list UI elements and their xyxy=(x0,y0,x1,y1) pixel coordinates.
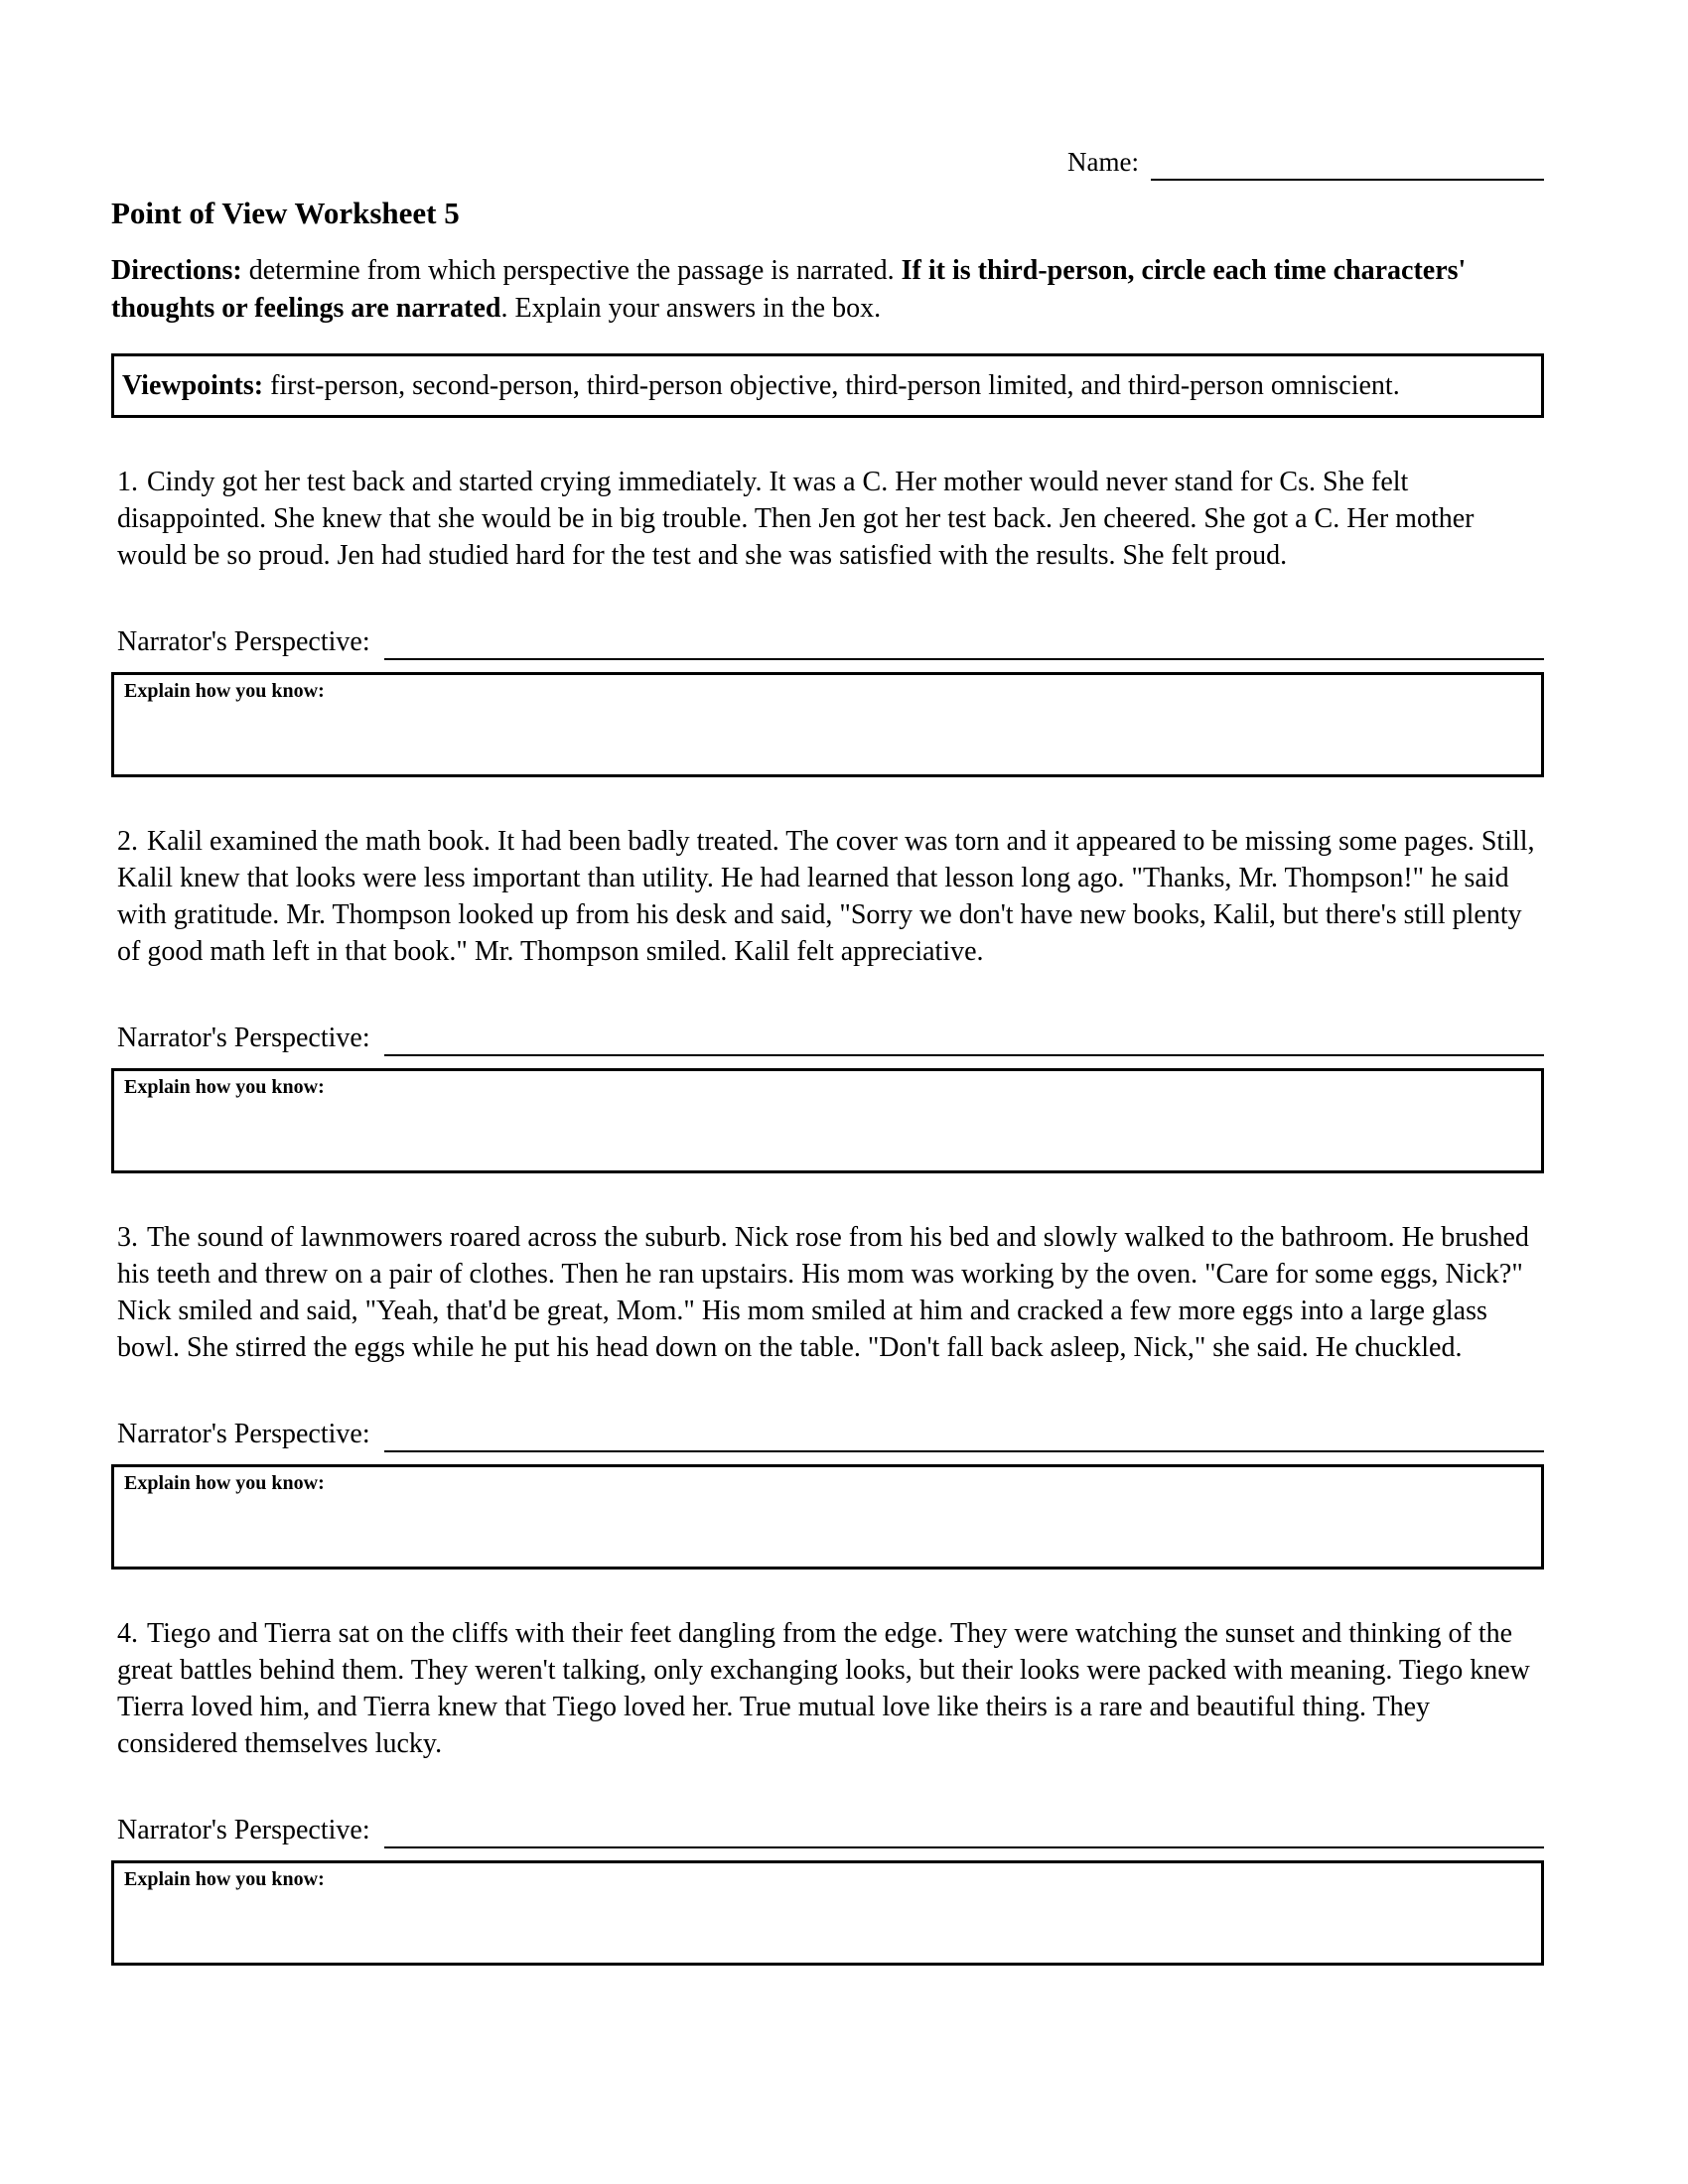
perspective-row-1 xyxy=(117,623,1544,660)
perspective-label-4: Narrator's Perspective: xyxy=(117,1815,370,1845)
viewpoints-label: Viewpoints: xyxy=(122,370,264,401)
perspective-input-line-3[interactable] xyxy=(384,1417,1544,1452)
passage-4-number: 4. xyxy=(117,1618,138,1649)
perspective-label-2: Narrator's Perspective: xyxy=(117,1023,370,1053)
explain-box-2[interactable] xyxy=(111,1068,1544,1173)
directions-bold-text: If it is third-person, circle each time characters' thoughts or feelings are narrated xyxy=(111,255,1467,324)
explain-label-2: Explain how you know: xyxy=(124,1076,325,1098)
perspective-row-2 xyxy=(117,1020,1544,1056)
passage-1-number: 1. xyxy=(117,467,138,497)
directions-label: Directions: xyxy=(111,255,242,286)
viewpoints-list: first-person, second-person, third-person objective, third-person limited, and third-person omniscient. xyxy=(263,370,1400,401)
perspective-input-line-2[interactable] xyxy=(384,1021,1544,1056)
page-title: Point of View Worksheet 5 xyxy=(111,196,460,230)
name-row xyxy=(1067,147,1544,181)
name-input-line[interactable] xyxy=(1151,149,1544,181)
explain-label-4: Explain how you know: xyxy=(124,1868,325,1890)
perspective-input-line-1[interactable] xyxy=(384,624,1544,660)
passage-2-number: 2. xyxy=(117,826,138,857)
name-label: Name: xyxy=(1067,147,1139,177)
passage-4-text: Tiego and Tierra sat on the cliffs with their feet dangling from the edge. They were watching the sunset and thinking of the great battles behind them. They weren't talking, only exchanging looks, but their looks were packed with meaning. Tiego knew Tierra loved him, and Tierra knew that Tiego loved her. True mutual love like theirs is a rare and beautiful thing. They considered themselves lucky. xyxy=(117,1618,1530,1759)
passage-2-text: Kalil examined the math book. It had been badly treated. The cover was torn and it appeared to be missing some pages. Still, Kalil knew that looks were less important than utility. He had learned that lesson long ago. "Thanks, Mr. Thompson!" he said with gratitude. Mr. Thompson looked up from his desk and said, "Sorry we don't have new books, Kalil, but there's still plenty of good math left in that book." Mr. Thompson smiled. Kalil felt appreciative. xyxy=(117,826,1535,967)
passage-3-text: The sound of lawnmowers roared across the suburb. Nick rose from his bed and slowly walked to the bathroom. He brushed his teeth and threw on a pair of clothes. Then he ran upstairs. His mom was working by the oven. "Care for some eggs, Nick?" Nick smiled and said, "Yeah, that'd be great, Mom." His mom smiled at him and cracked a few more eggs into a large glass bowl. She stirred the eggs while he put his head down on the table. "Don't fall back asleep, Nick," she said. He chuckled. xyxy=(117,1222,1529,1363)
passage-1 xyxy=(117,464,1544,574)
perspective-row-4 xyxy=(117,1812,1544,1848)
explain-box-1[interactable] xyxy=(111,672,1544,777)
explain-box-4[interactable] xyxy=(111,1860,1544,1966)
directions-text-1: determine from which perspective the passage is narrated. xyxy=(241,255,902,286)
explain-label-3: Explain how you know: xyxy=(124,1472,325,1494)
viewpoints-box xyxy=(111,353,1544,418)
passage-4 xyxy=(117,1615,1544,1762)
directions-text-2: . Explain your answers in the box. xyxy=(500,293,882,324)
perspective-input-line-4[interactable] xyxy=(384,1813,1544,1848)
perspective-row-3 xyxy=(117,1416,1544,1452)
perspective-label-3: Narrator's Perspective: xyxy=(117,1419,370,1449)
explain-box-3[interactable] xyxy=(111,1464,1544,1570)
passage-2 xyxy=(117,823,1544,970)
explain-label-1: Explain how you know: xyxy=(124,680,325,702)
directions xyxy=(111,252,1544,328)
perspective-label-1: Narrator's Perspective: xyxy=(117,626,370,657)
passage-3-number: 3. xyxy=(117,1222,138,1253)
passage-1-text: Cindy got her test back and started crying immediately. It was a C. Her mother would never stand for Cs. She felt disappointed. She knew that she would be in big trouble. Then Jen got her test back. Jen cheered. She got a C. Her mother would be so proud. Jen had studied hard for the test and she was satisfied with the results. She felt proud. xyxy=(117,467,1475,571)
passage-3 xyxy=(117,1219,1544,1366)
